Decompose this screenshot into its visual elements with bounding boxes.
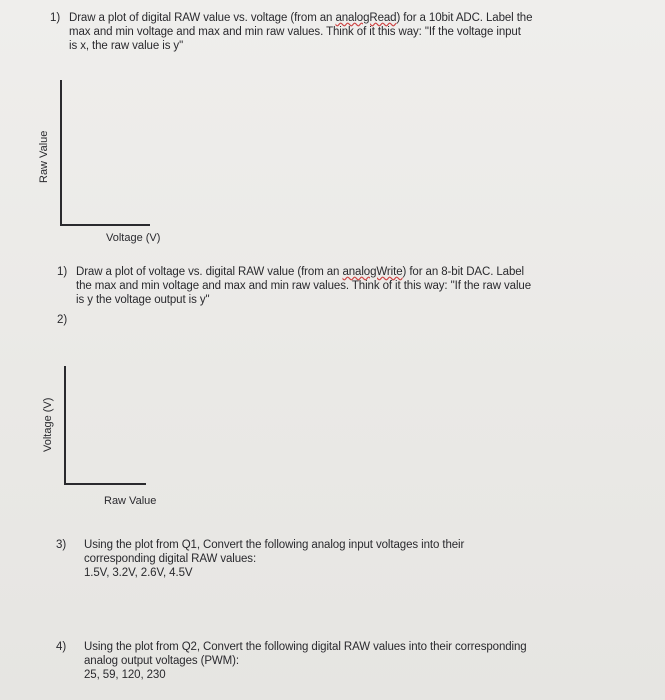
q4-line1: Using the plot from Q2, Convert the following digital RAW values into their corresponding [84, 641, 527, 653]
q1-line2: max and min voltage and max and min raw values. Think of it this way: "If the voltage input [69, 26, 521, 38]
q2-y-axis-label: Voltage (V) [42, 397, 54, 452]
q1-line1: Draw a plot of digital RAW value vs. voltage (from an analogRead) for a 10bit ADC. Label the [69, 12, 533, 24]
q2-plot-y-axis [64, 366, 66, 484]
q2-number: 1) [57, 266, 68, 278]
q1-text [69, 11, 532, 53]
q2-plot-x-axis [64, 483, 146, 485]
q3-line3: 1.5V, 3.2V, 2.6V, 4.5V [84, 567, 193, 579]
q4-text [84, 640, 527, 682]
q3-line2: corresponding digital RAW values: [84, 553, 257, 565]
q2-text [76, 265, 531, 307]
q4-number: 4) [56, 641, 67, 653]
q1-line3: is x, the raw value is y" [69, 40, 184, 52]
q3-line1: Using the plot from Q1, Convert the following analog input voltages into their [84, 539, 465, 551]
q1-y-axis-label: Raw Value [38, 130, 50, 183]
q3-number: 3) [56, 539, 67, 551]
q4-line3: 25, 59, 120, 230 [84, 669, 166, 681]
q2-line1: Draw a plot of voltage vs. digital RAW value (from an analogWrite) for an 8-bit DAC. Label [76, 266, 525, 278]
q2-analogwrite-link: analogWrite [342, 266, 403, 278]
q1-number: 1) [50, 12, 61, 24]
q2-x-axis-label: Raw Value [104, 495, 157, 507]
q1-x-axis-label: Voltage (V) [106, 232, 161, 244]
q4-line2: analog output voltages (PWM): [84, 655, 239, 667]
q1-plot-y-axis [60, 80, 62, 225]
q1-analogread-link: analogRead [335, 12, 397, 24]
q2-sub-number: 2) [57, 314, 68, 326]
q3-text [84, 538, 464, 580]
q1-plot-x-axis [60, 224, 150, 226]
q2-line2: the max and min voltage and max and min raw values. Think of it this way: "If the raw value [76, 280, 531, 292]
q2-line3: is y the voltage output is y" [76, 294, 210, 306]
